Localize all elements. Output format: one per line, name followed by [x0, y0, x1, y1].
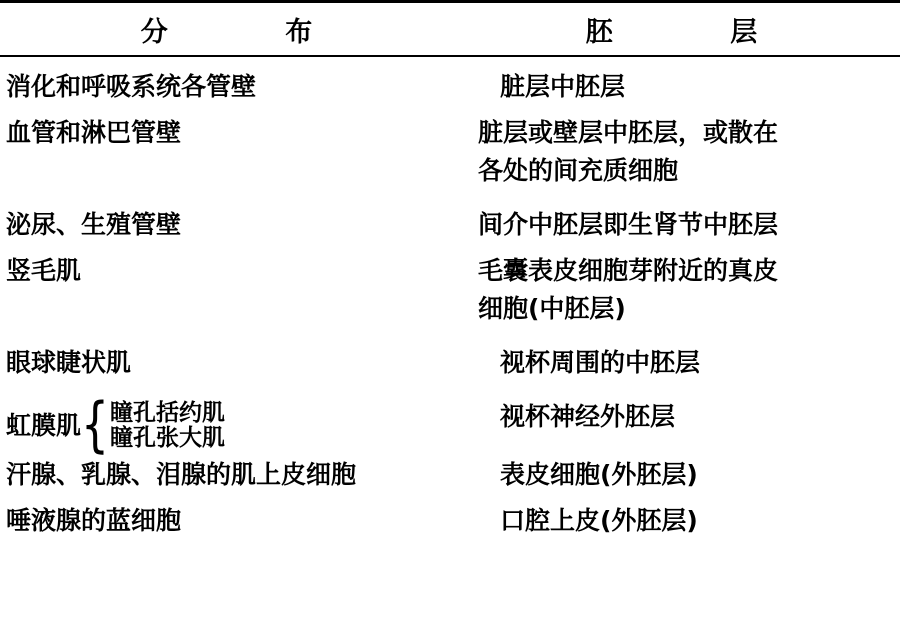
table-body: [0, 57, 900, 543]
row-distribution: 唾液腺的蓝细胞: [6, 505, 182, 535]
row-germlayer-continuation: 细胞(中胚层): [478, 294, 626, 323]
iris-sublist: [110, 401, 225, 451]
row-distribution: 汗腺、乳腺、泪腺的肌上皮细胞: [6, 459, 357, 489]
row-germlayer: 脏层或壁层中胚层，或散在: [478, 118, 779, 147]
table-header-row: [0, 3, 900, 55]
table-row: [0, 255, 900, 293]
iris-group: [6, 391, 470, 461]
iris-label: 虹膜肌: [6, 410, 82, 440]
row-germlayer: 间介中胚层即生肾节中胚层: [478, 210, 779, 239]
row-germlayer: 表皮细胞(外胚层): [500, 459, 698, 489]
table-row: [0, 71, 900, 109]
iris-sublist-item: 瞳孔张大肌: [110, 424, 226, 451]
row-germlayer: 脏层中胚层: [500, 72, 626, 101]
row-spacer: [0, 497, 900, 505]
row-spacer: [0, 331, 900, 347]
row-germlayer: 视杯周围的中胚层: [500, 348, 701, 377]
row-germlayer: 毛囊表皮细胞芽附近的真皮: [478, 256, 779, 285]
row-distribution: 泌尿、生殖管壁: [6, 210, 182, 239]
row-distribution-iris: [0, 391, 470, 461]
row-spacer: [0, 385, 900, 401]
row-spacer: [0, 109, 900, 117]
table-row-continuation: [0, 155, 900, 193]
row-spacer: [0, 451, 900, 459]
table-row: [0, 505, 900, 543]
iris-sublist-item: 瞳孔括约肌: [110, 400, 226, 426]
table-row: [0, 347, 900, 385]
row-germlayer: 视杯神经外胚层: [500, 402, 676, 431]
header-label-germlayer: 胚 层: [585, 16, 812, 48]
row-germlayer-continuation: 各处的间充质细胞: [478, 156, 679, 185]
table-row-continuation: [0, 293, 900, 331]
row-spacer: [0, 193, 900, 209]
row-distribution: 血管和淋巴管壁: [6, 118, 182, 147]
header-cell-distribution: [0, 10, 470, 49]
table-row: [0, 391, 900, 461]
row-distribution: 眼球睫状肌: [6, 348, 132, 377]
table-row: [0, 117, 900, 155]
row-spacer: [0, 247, 900, 255]
table-row: [0, 459, 900, 497]
table-row: [0, 209, 900, 247]
header-cell-germlayer: [470, 10, 900, 49]
header-label-distribution: 分 布: [140, 16, 367, 48]
row-germlayer: 口腔上皮(外胚层): [500, 505, 698, 535]
brace-icon: {: [81, 391, 110, 461]
row-distribution: 消化和呼吸系统各管壁: [6, 72, 257, 101]
row-distribution: 竖毛肌: [6, 256, 82, 285]
